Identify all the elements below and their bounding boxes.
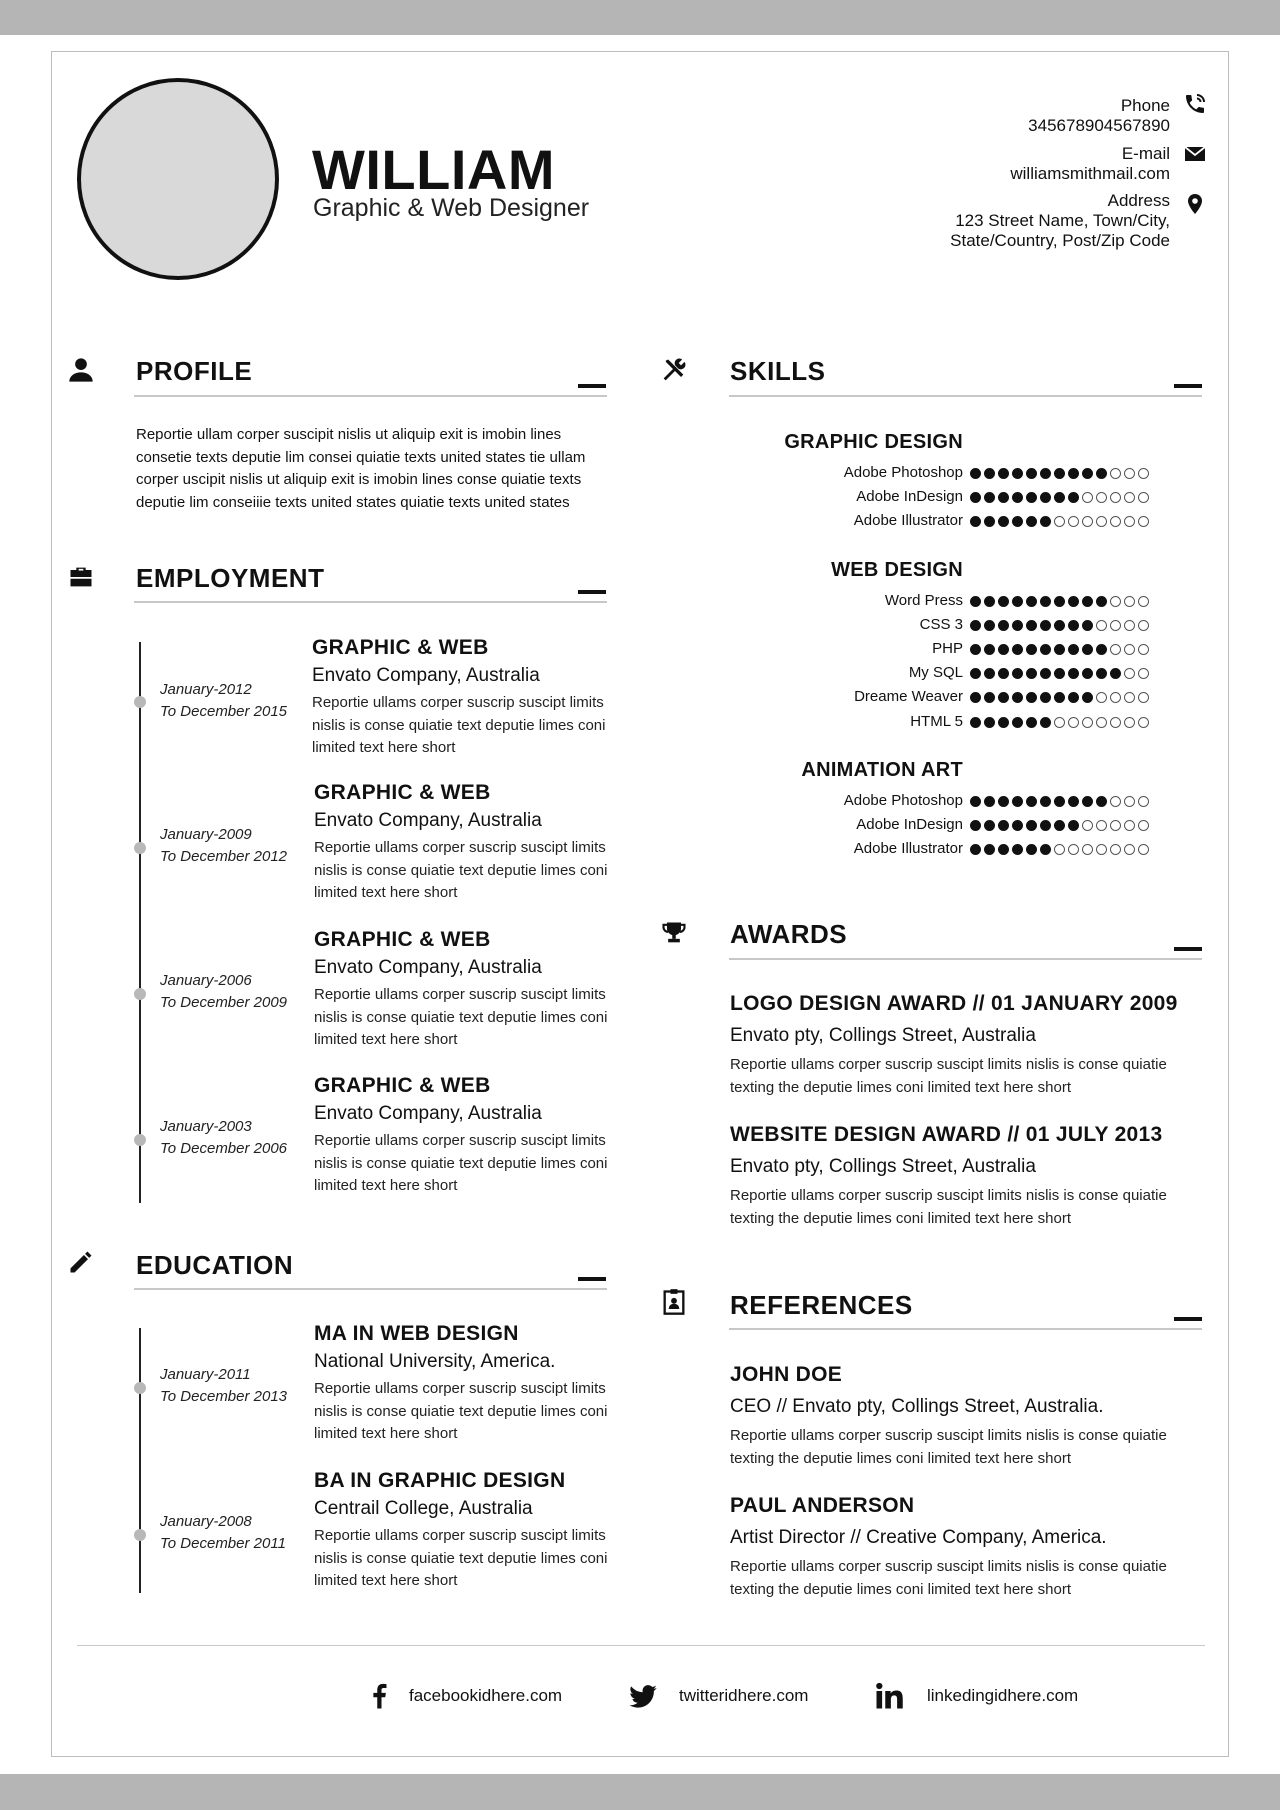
rating-dot-filled <box>998 516 1009 527</box>
job-description: Reportie ullams corper suscrip suscipt limits nislis is conse quiatie text deputie limes coni limited text here short <box>312 694 606 756</box>
footer-divider <box>77 1645 1205 1646</box>
edu-school: National University, America. <box>314 1351 556 1372</box>
rating-dot-filled <box>1012 644 1023 655</box>
edu-date-to: To December 2011 <box>160 1535 286 1552</box>
education-timeline-line <box>139 1328 141 1593</box>
skill-rating <box>970 468 1149 479</box>
rating-dot-filled <box>1068 692 1079 703</box>
rating-dot-filled <box>1026 492 1037 503</box>
rating-dot-filled <box>998 644 1009 655</box>
edu-school: Centrail College, Australia <box>314 1498 533 1519</box>
rating-dot-filled <box>1096 644 1107 655</box>
rating-dot-empty <box>1138 516 1149 527</box>
rating-dot-filled <box>984 468 995 479</box>
rating-dot-filled <box>1096 468 1107 479</box>
references-section-title: REFERENCES <box>730 1290 913 1320</box>
rating-dot-filled <box>1082 596 1093 607</box>
rating-dot-empty <box>1096 820 1107 831</box>
rating-dot-filled <box>984 644 995 655</box>
rating-dot-filled <box>1040 620 1051 631</box>
rating-dot-filled <box>1068 468 1079 479</box>
person-name: WILLIAM <box>312 138 555 201</box>
phone-label: Phone <box>1120 96 1170 115</box>
rating-dot-filled <box>998 668 1009 679</box>
skill-group-title: WEB DESIGN <box>831 559 963 581</box>
job-date-to: To December 2009 <box>160 994 288 1011</box>
rating-dot-filled <box>998 692 1009 703</box>
rating-dot-empty <box>1110 516 1121 527</box>
reference-description: Reportie ullams corper suscrip suscipt limits nislis is conse quiatie texting the deputie limes coni limited text here short <box>730 1427 1167 1467</box>
award-description: Reportie ullams corper suscrip suscipt limits nislis is conse quiatie texting the deputie limes coni limited text here short <box>730 1056 1167 1096</box>
rating-dot-filled <box>1026 820 1037 831</box>
employment-timeline-line <box>139 642 141 1203</box>
profile-divider <box>134 395 607 397</box>
rating-dot-filled <box>1012 844 1023 855</box>
edu-description: Reportie ullams corper suscrip suscipt limits nislis is conse quiatie text deputie limes coni limited text here short <box>314 1380 608 1442</box>
awards-collapse-dash <box>1174 947 1202 951</box>
rating-dot-empty <box>1138 644 1149 655</box>
rating-dot-filled <box>1054 668 1065 679</box>
profile-collapse-dash <box>578 384 606 388</box>
rating-dot-filled <box>998 620 1009 631</box>
skill-group-title: GRAPHIC DESIGN <box>784 431 963 453</box>
skill-name: Adobe Illustrator <box>853 512 963 529</box>
rating-dot-filled <box>1068 668 1079 679</box>
rating-dot-filled <box>998 820 1009 831</box>
rating-dot-filled <box>1040 468 1051 479</box>
rating-dot-filled <box>1026 796 1037 807</box>
rating-dot-filled <box>984 596 995 607</box>
rating-dot-filled <box>1054 644 1065 655</box>
rating-dot-empty <box>1138 717 1149 728</box>
job-title: GRAPHIC & WEB <box>314 1074 491 1097</box>
rating-dot-filled <box>1054 820 1065 831</box>
email-label: E-mail <box>1121 144 1170 163</box>
rating-dot-filled <box>1012 492 1023 503</box>
skill-name: Word Press <box>884 592 963 609</box>
rating-dot-empty <box>1124 468 1135 479</box>
job-date-from: January-2012 <box>160 681 252 698</box>
rating-dot-filled <box>1040 492 1051 503</box>
rating-dot-filled <box>970 692 981 703</box>
edu-date-from: January-2011 <box>160 1366 251 1383</box>
rating-dot-filled <box>970 516 981 527</box>
references-collapse-dash <box>1174 1317 1202 1321</box>
resume-page <box>51 51 1229 1757</box>
phone-value: 345678904567890 <box>1028 116 1170 135</box>
rating-dot-filled <box>1026 620 1037 631</box>
rating-dot-filled <box>1012 468 1023 479</box>
rating-dot-empty <box>1096 692 1107 703</box>
rating-dot-empty <box>1068 717 1079 728</box>
profile-photo <box>77 78 279 280</box>
job-company: Envato Company, Australia <box>312 665 540 686</box>
rating-dot-filled <box>1040 820 1051 831</box>
rating-dot-empty <box>1096 492 1107 503</box>
skill-name: Adobe InDesign <box>856 488 963 505</box>
rating-dot-empty <box>1124 717 1135 728</box>
reference-description: Reportie ullams corper suscrip suscipt limits nislis is conse quiatie texting the deputie limes coni limited text here short <box>730 1558 1167 1598</box>
rating-dot-filled <box>1012 596 1023 607</box>
rating-dot-filled <box>1054 468 1065 479</box>
rating-dot-empty <box>1124 796 1135 807</box>
rating-dot-filled <box>970 820 981 831</box>
rating-dot-empty <box>1082 516 1093 527</box>
reference-name: JOHN DOE <box>730 1363 843 1386</box>
rating-dot-empty <box>1124 516 1135 527</box>
rating-dot-filled <box>984 820 995 831</box>
job-description: Reportie ullams corper suscrip suscipt limits nislis is conse quiatie text deputie limes coni limited text here short <box>314 986 608 1048</box>
edu-date-from: January-2008 <box>160 1513 252 1530</box>
rating-dot-empty <box>1110 596 1121 607</box>
rating-dot-filled <box>984 620 995 631</box>
rating-dot-empty <box>1110 692 1121 703</box>
job-date-to: To December 2015 <box>160 703 288 720</box>
skill-name: Adobe Photoshop <box>843 464 963 481</box>
rating-dot-filled <box>1012 717 1023 728</box>
rating-dot-empty <box>1068 844 1079 855</box>
rating-dot-filled <box>970 620 981 631</box>
rating-dot-filled <box>1026 668 1037 679</box>
rating-dot-filled <box>1096 668 1107 679</box>
rating-dot-filled <box>1054 796 1065 807</box>
trophy-icon <box>660 919 688 947</box>
employment-collapse-dash <box>578 590 606 594</box>
rating-dot-empty <box>1138 796 1149 807</box>
rating-dot-filled <box>1040 717 1051 728</box>
skill-name: My SQL <box>908 664 963 681</box>
job-title: GRAPHIC & WEB <box>314 928 491 951</box>
pencil-icon <box>67 1248 95 1276</box>
rating-dot-empty <box>1138 468 1149 479</box>
rating-dot-filled <box>1054 692 1065 703</box>
rating-dot-filled <box>1068 596 1079 607</box>
award-description: Reportie ullams corper suscrip suscipt limits nislis is conse quiatie texting the deputie limes coni limited text here short <box>730 1187 1167 1227</box>
rating-dot-empty <box>1138 492 1149 503</box>
rating-dot-filled <box>1012 820 1023 831</box>
rating-dot-empty <box>1110 468 1121 479</box>
rating-dot-empty <box>1138 692 1149 703</box>
skill-name: PHP <box>932 640 963 657</box>
rating-dot-filled <box>1012 796 1023 807</box>
awards-divider <box>729 958 1202 960</box>
rating-dot-filled <box>1110 668 1121 679</box>
rating-dot-filled <box>1040 516 1051 527</box>
user-icon <box>67 356 95 384</box>
rating-dot-filled <box>970 492 981 503</box>
rating-dot-empty <box>1110 820 1121 831</box>
rating-dot-filled <box>998 796 1009 807</box>
rating-dot-empty <box>1082 717 1093 728</box>
timeline-dot <box>134 696 146 708</box>
linkedin-icon[interactable] <box>874 1681 904 1711</box>
skill-name: HTML 5 <box>910 713 963 730</box>
job-date-to: To December 2006 <box>160 1140 288 1157</box>
rating-dot-empty <box>1124 820 1135 831</box>
rating-dot-filled <box>970 796 981 807</box>
edu-description: Reportie ullams corper suscrip suscipt limits nislis is conse quiatie text deputie limes coni limited text here short <box>314 1527 608 1589</box>
rating-dot-filled <box>998 717 1009 728</box>
address-line-1: 123 Street Name, Town/City, <box>955 211 1170 230</box>
awards-section-title: AWARDS <box>730 919 848 949</box>
rating-dot-filled <box>1026 692 1037 703</box>
rating-dot-filled <box>1026 644 1037 655</box>
rating-dot-empty <box>1054 516 1065 527</box>
skills-section-title: SKILLS <box>730 356 826 386</box>
rating-dot-empty <box>1110 620 1121 631</box>
skill-rating <box>970 717 1149 728</box>
rating-dot-filled <box>1068 644 1079 655</box>
education-divider <box>134 1288 607 1290</box>
rating-dot-empty <box>1124 692 1135 703</box>
job-date-from: January-2009 <box>160 826 252 843</box>
rating-dot-empty <box>1138 620 1149 631</box>
rating-dot-empty <box>1082 844 1093 855</box>
references-divider <box>729 1328 1202 1330</box>
rating-dot-empty <box>1138 668 1149 679</box>
rating-dot-empty <box>1110 717 1121 728</box>
twitter-link[interactable]: twitteridhere.com <box>679 1686 809 1705</box>
skill-name: Adobe Photoshop <box>843 792 963 809</box>
skills-collapse-dash <box>1174 384 1202 388</box>
rating-dot-filled <box>1040 668 1051 679</box>
rating-dot-filled <box>1082 796 1093 807</box>
edu-title: MA IN WEB DESIGN <box>314 1322 519 1345</box>
rating-dot-filled <box>1012 668 1023 679</box>
rating-dot-filled <box>998 492 1009 503</box>
timeline-dot <box>134 1382 146 1394</box>
award-title: LOGO DESIGN AWARD // 01 JANUARY 2009 <box>730 992 1178 1015</box>
job-company: Envato Company, Australia <box>314 810 542 831</box>
rating-dot-empty <box>1138 820 1149 831</box>
job-title: GRAPHIC & WEB <box>312 636 489 659</box>
rating-dot-filled <box>1054 596 1065 607</box>
employment-section-title: EMPLOYMENT <box>136 563 325 593</box>
profile-section-title: PROFILE <box>136 356 253 386</box>
rating-dot-filled <box>1012 516 1023 527</box>
rating-dot-filled <box>1096 596 1107 607</box>
job-company: Envato Company, Australia <box>314 1103 542 1124</box>
rating-dot-filled <box>970 717 981 728</box>
rating-dot-filled <box>1040 644 1051 655</box>
skill-rating <box>970 516 1149 527</box>
rating-dot-filled <box>1068 492 1079 503</box>
rating-dot-filled <box>970 844 981 855</box>
job-title: GRAPHIC & WEB <box>314 781 491 804</box>
facebook-icon[interactable] <box>364 1681 394 1711</box>
profile-text: Reportie ullam corper suscipit nislis ut aliquip exit is imobin lines consetie texts deputie lim consei quiatie texts united states tie ullam corper uscipit nislis ut aliquip exit is imobin lines conse quiatie texts deputie lim conseiiie texts united states quiatie texts united states <box>136 426 586 511</box>
timeline-dot <box>134 1134 146 1146</box>
skill-name: CSS 3 <box>919 616 963 633</box>
rating-dot-filled <box>1054 620 1065 631</box>
rating-dot-empty <box>1124 644 1135 655</box>
rating-dot-filled <box>998 844 1009 855</box>
facebook-link[interactable]: facebookidhere.com <box>409 1686 563 1705</box>
rating-dot-empty <box>1124 596 1135 607</box>
job-description: Reportie ullams corper suscrip suscipt limits nislis is conse quiatie text deputie limes coni limited text here short <box>314 839 608 901</box>
skill-rating <box>970 844 1149 855</box>
job-description: Reportie ullams corper suscrip suscipt limits nislis is conse quiatie text deputie limes coni limited text here short <box>314 1132 608 1194</box>
twitter-icon[interactable] <box>628 1681 658 1711</box>
edu-title: BA IN GRAPHIC DESIGN <box>314 1469 566 1492</box>
rating-dot-filled <box>970 596 981 607</box>
top-band <box>0 0 1280 35</box>
rating-dot-filled <box>984 692 995 703</box>
rating-dot-empty <box>1138 596 1149 607</box>
phone-icon <box>1183 92 1207 116</box>
job-date-from: January-2006 <box>160 972 252 989</box>
skill-name: Adobe Illustrator <box>853 840 963 857</box>
linkedin-link[interactable]: linkedingidhere.com <box>927 1686 1079 1705</box>
id-badge-icon <box>660 1288 688 1316</box>
rating-dot-filled <box>1082 644 1093 655</box>
rating-dot-filled <box>984 668 995 679</box>
rating-dot-filled <box>1026 844 1037 855</box>
rating-dot-empty <box>1110 644 1121 655</box>
rating-dot-filled <box>1026 717 1037 728</box>
skill-rating <box>970 668 1149 679</box>
rating-dot-filled <box>984 844 995 855</box>
rating-dot-empty <box>1124 620 1135 631</box>
rating-dot-empty <box>1096 844 1107 855</box>
rating-dot-filled <box>1082 620 1093 631</box>
rating-dot-filled <box>1068 820 1079 831</box>
skill-rating <box>970 692 1149 703</box>
rating-dot-empty <box>1110 796 1121 807</box>
rating-dot-filled <box>998 468 1009 479</box>
rating-dot-filled <box>1068 796 1079 807</box>
rating-dot-filled <box>1026 516 1037 527</box>
briefcase-icon <box>67 563 95 591</box>
rating-dot-filled <box>1082 668 1093 679</box>
person-role: Graphic & Web Designer <box>313 194 590 222</box>
rating-dot-filled <box>1082 692 1093 703</box>
rating-dot-filled <box>984 717 995 728</box>
job-date-from: January-2003 <box>160 1118 252 1135</box>
education-section-title: EDUCATION <box>136 1250 294 1280</box>
skill-rating <box>970 644 1149 655</box>
mail-icon <box>1183 142 1207 166</box>
rating-dot-filled <box>1068 620 1079 631</box>
rating-dot-filled <box>970 644 981 655</box>
rating-dot-empty <box>1110 492 1121 503</box>
rating-dot-filled <box>998 596 1009 607</box>
skills-divider <box>729 395 1202 397</box>
rating-dot-filled <box>984 516 995 527</box>
rating-dot-empty <box>1082 820 1093 831</box>
timeline-dot <box>134 842 146 854</box>
skill-rating <box>970 596 1149 607</box>
education-collapse-dash <box>578 1277 606 1281</box>
reference-subtitle: CEO // Envato pty, Collings Street, Australia. <box>730 1396 1104 1417</box>
rating-dot-empty <box>1082 492 1093 503</box>
rating-dot-empty <box>1054 717 1065 728</box>
reference-name: PAUL ANDERSON <box>730 1494 915 1517</box>
address-label: Address <box>1107 191 1170 210</box>
rating-dot-empty <box>1068 516 1079 527</box>
skill-rating <box>970 820 1149 831</box>
skill-rating <box>970 492 1149 503</box>
rating-dot-empty <box>1124 492 1135 503</box>
rating-dot-filled <box>1012 692 1023 703</box>
edu-date-to: To December 2013 <box>160 1388 288 1405</box>
job-company: Envato Company, Australia <box>314 957 542 978</box>
skill-name: Adobe InDesign <box>856 816 963 833</box>
rating-dot-empty <box>1110 844 1121 855</box>
rating-dot-filled <box>1054 492 1065 503</box>
award-subtitle: Envato pty, Collings Street, Australia <box>730 1025 1036 1046</box>
rating-dot-filled <box>984 796 995 807</box>
skill-rating <box>970 796 1149 807</box>
rating-dot-filled <box>1026 468 1037 479</box>
job-date-to: To December 2012 <box>160 848 288 865</box>
rating-dot-filled <box>1040 796 1051 807</box>
location-pin-icon <box>1183 192 1207 216</box>
skill-rating <box>970 620 1149 631</box>
award-subtitle: Envato pty, Collings Street, Australia <box>730 1156 1036 1177</box>
rating-dot-filled <box>1026 596 1037 607</box>
rating-dot-filled <box>1040 596 1051 607</box>
bottom-band <box>0 1774 1280 1810</box>
rating-dot-filled <box>1040 692 1051 703</box>
rating-dot-empty <box>1096 516 1107 527</box>
timeline-dot <box>134 1529 146 1541</box>
rating-dot-filled <box>1082 468 1093 479</box>
skill-group-title: ANIMATION ART <box>801 759 963 781</box>
rating-dot-filled <box>970 668 981 679</box>
rating-dot-empty <box>1124 668 1135 679</box>
rating-dot-filled <box>1096 796 1107 807</box>
rating-dot-empty <box>1096 620 1107 631</box>
email-value[interactable]: williamsmithmail.com <box>1010 164 1170 183</box>
rating-dot-empty <box>1096 717 1107 728</box>
timeline-dot <box>134 988 146 1000</box>
reference-subtitle: Artist Director // Creative Company, America. <box>730 1527 1107 1548</box>
rating-dot-empty <box>1124 844 1135 855</box>
rating-dot-empty <box>1138 844 1149 855</box>
rating-dot-filled <box>984 492 995 503</box>
rating-dot-filled <box>1012 620 1023 631</box>
rating-dot-filled <box>970 468 981 479</box>
address-line-2: State/Country, Post/Zip Code <box>950 231 1170 250</box>
tools-icon <box>660 356 688 384</box>
award-title: WEBSITE DESIGN AWARD // 01 JULY 2013 <box>730 1123 1163 1146</box>
rating-dot-filled <box>1040 844 1051 855</box>
skill-name: Dreame Weaver <box>854 688 963 705</box>
rating-dot-empty <box>1054 844 1065 855</box>
employment-divider <box>134 601 607 603</box>
